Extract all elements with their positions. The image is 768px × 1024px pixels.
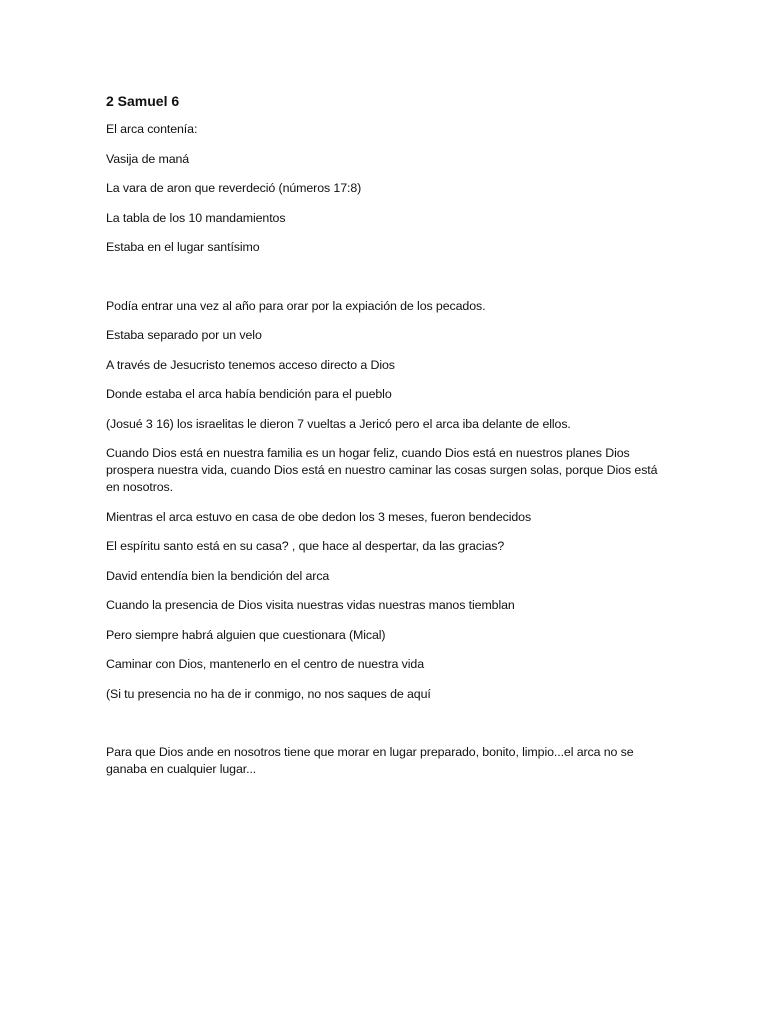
paragraph: Cuando Dios está en nuestra familia es un hogar feliz, cuando Dios está en nuestros planes Dios prospera nuestra vida, cuando Dios está en nuestro caminar las cosas surgen solas, porque Dios está en nosotros. xyxy=(106,446,658,494)
paragraph: Donde estaba el arca había bendición para el pueblo xyxy=(106,387,392,401)
document-body xyxy=(106,92,666,791)
paragraph: Podía entrar una vez al año para orar por la expiación de los pecados. xyxy=(106,298,486,313)
paragraph: Estaba en el lugar santísimo xyxy=(106,240,260,254)
paragraph: (Si tu presencia no ha de ir conmigo, no nos saques de aquí xyxy=(106,686,431,701)
paragraph: La vara de aron que reverdeció (números 17:8) xyxy=(106,181,362,195)
blank-line xyxy=(106,715,666,744)
paragraph: A través de Jesucristo tenemos acceso directo a Dios xyxy=(106,357,395,372)
paragraph: Mientras el arca estuvo en casa de obe dedon los 3 meses, fueron bendecidos xyxy=(106,509,532,524)
blank-line xyxy=(106,269,666,298)
document-title: 2 Samuel 6 xyxy=(106,93,180,109)
paragraph: Caminar con Dios, mantenerlo en el centro de nuestra vida xyxy=(106,657,425,671)
paragraph: El espíritu santo está en su casa? , que hace al despertar, da las gracias? xyxy=(106,539,505,553)
paragraph: Pero siempre habrá alguien que cuestionara (Mical) xyxy=(106,627,386,642)
paragraph: Vasija de maná xyxy=(106,151,190,166)
paragraph: Estaba separado por un velo xyxy=(106,328,262,342)
paragraph: Cuando la presencia de Dios visita nuestras vidas nuestras manos tiemblan xyxy=(106,598,515,612)
paragraph: Para que Dios ande en nosotros tiene que morar en lugar preparado, bonito, limpio...el arca no se ganaba en cualquier lugar... xyxy=(106,745,634,776)
paragraph: David entendía bien la bendición del arca xyxy=(106,568,330,583)
paragraph: (Josué 3 16) los israelitas le dieron 7 vueltas a Jericó pero el arca iba delante de ellos. xyxy=(106,416,571,431)
paragraph: La tabla de los 10 mandamientos xyxy=(106,210,286,225)
paragraph: El arca contenía: xyxy=(106,122,198,136)
